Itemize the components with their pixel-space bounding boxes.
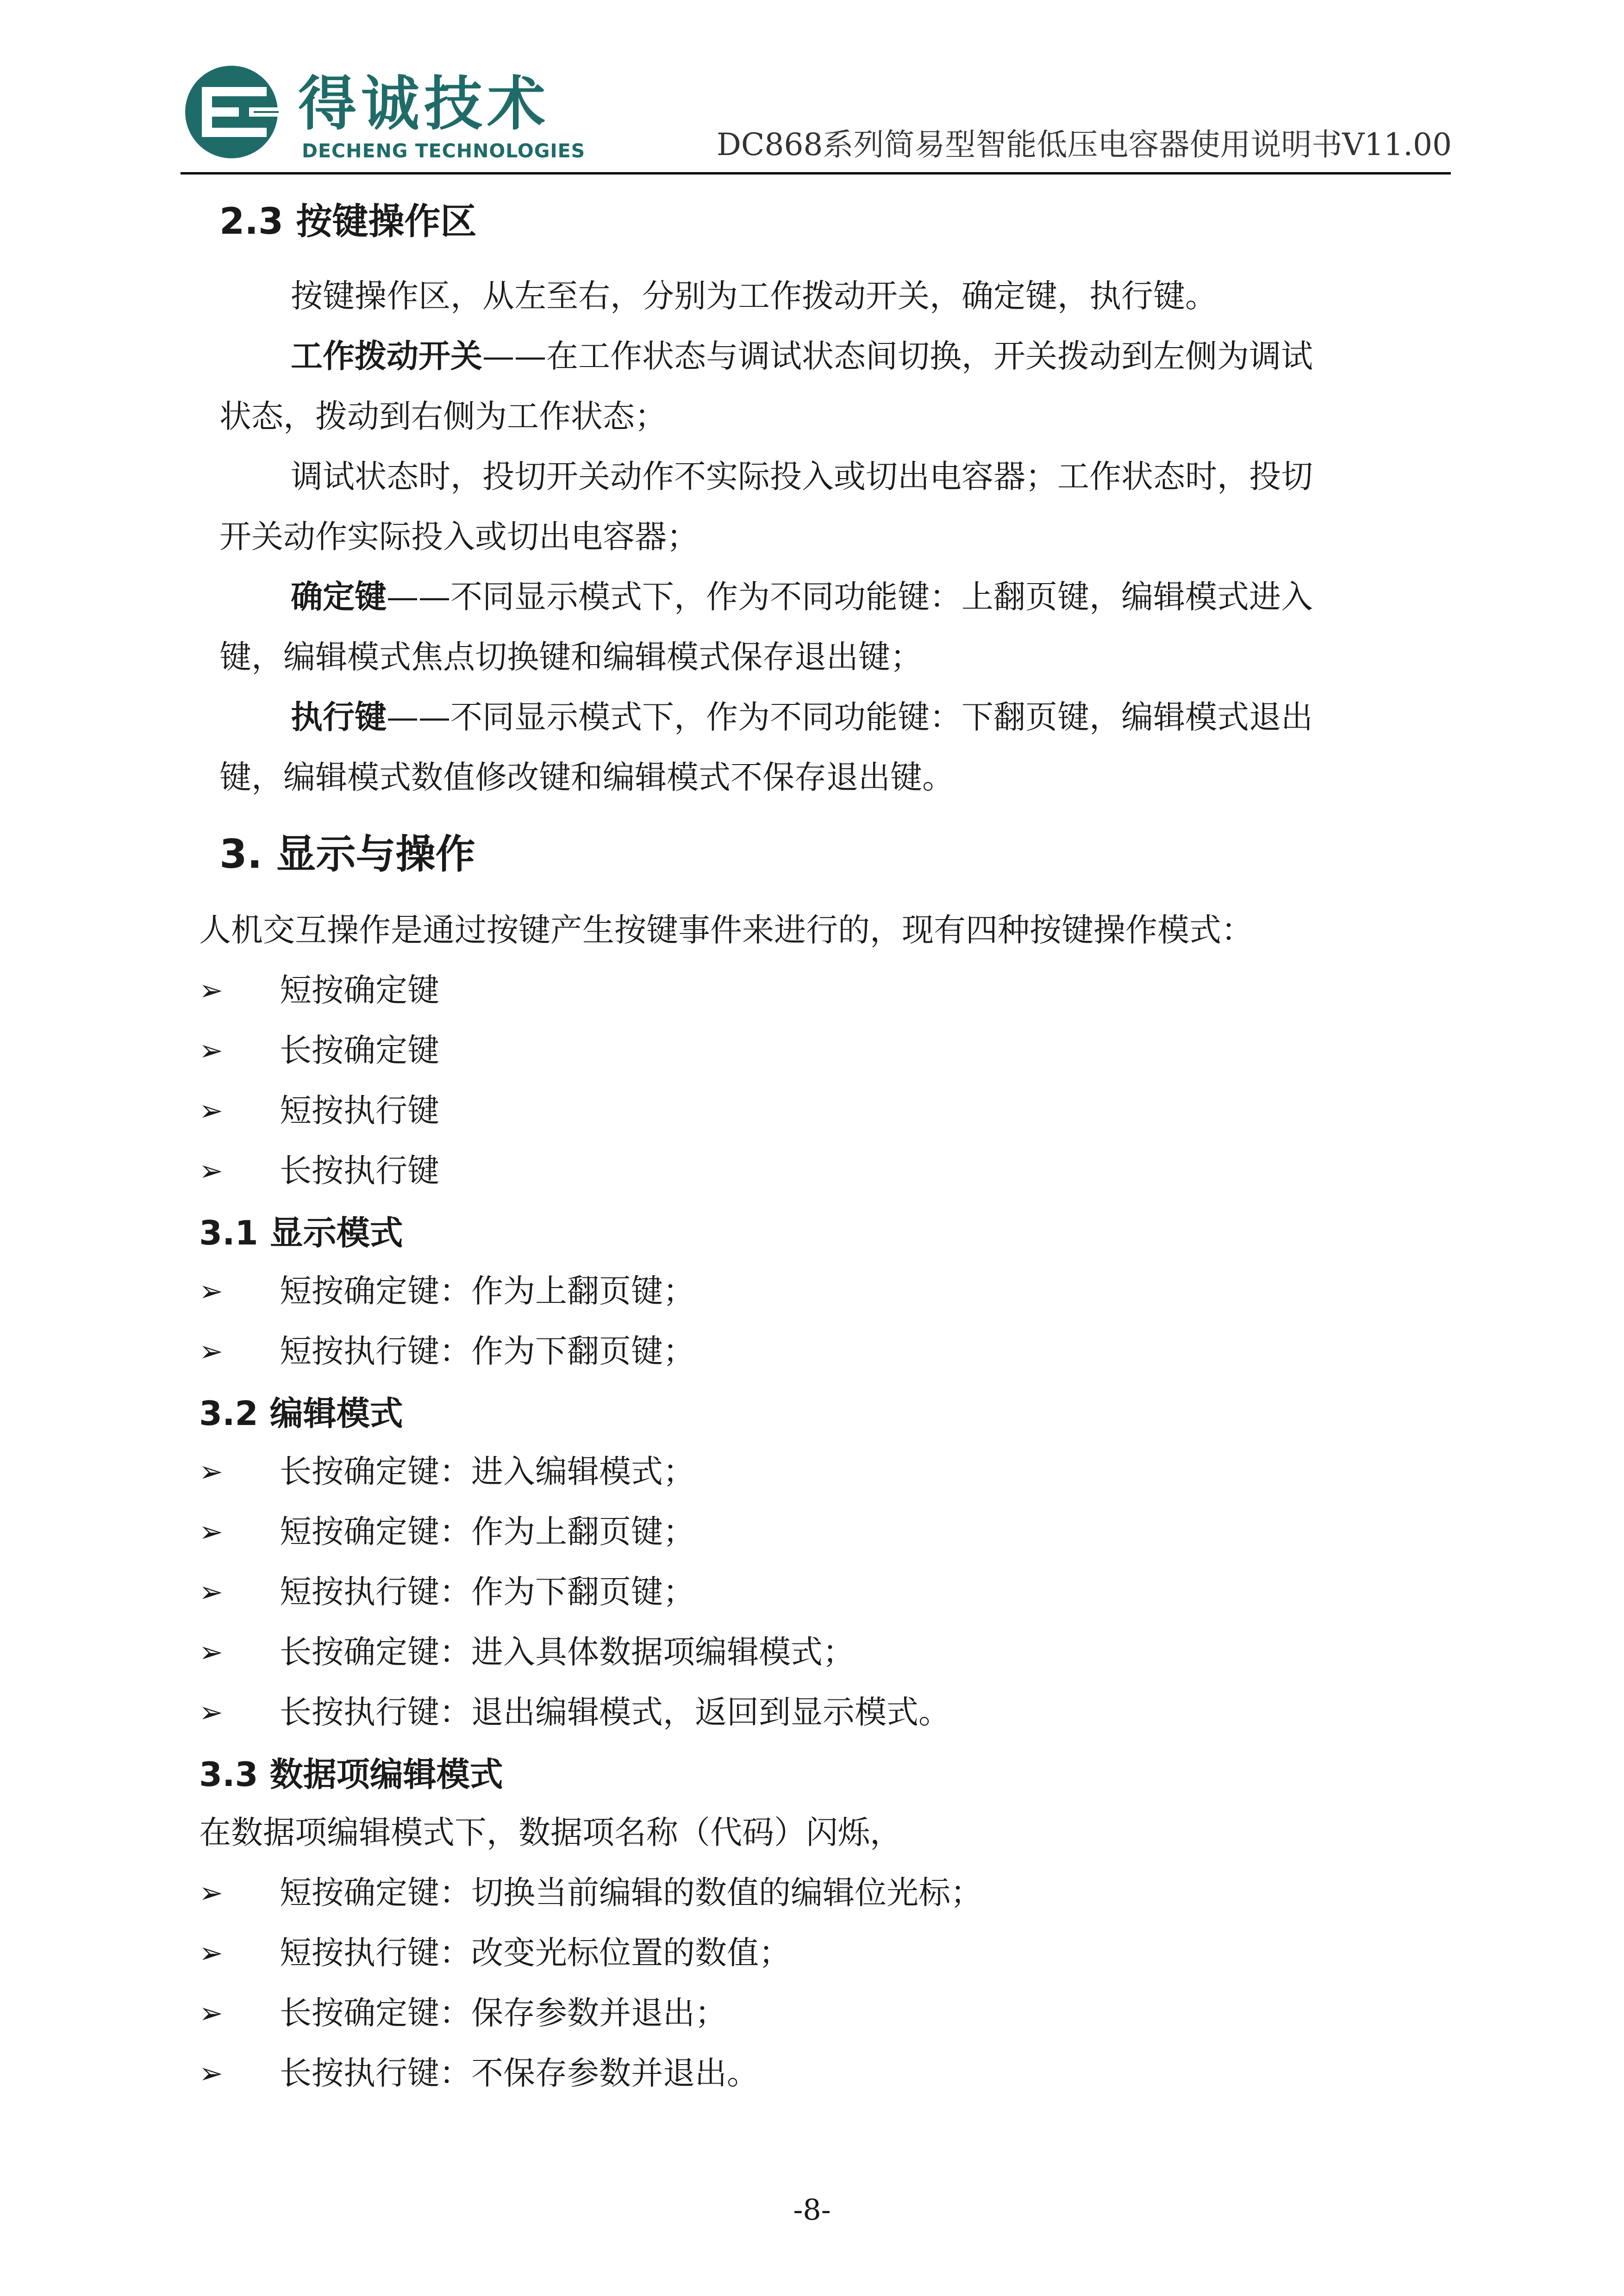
switch-desc: ——在工作状态与调试状态间切换，开关拨动到左侧为调试 (482, 338, 1313, 375)
bullet-arrow-icon: ➢ (199, 1094, 223, 1127)
section-heading-3-3: 3.3 数据项编辑模式 (199, 1755, 503, 1794)
section-heading-3-1: 3.1 显示模式 (199, 1213, 403, 1252)
bullet-arrow-icon: ➢ (199, 1695, 223, 1729)
brand-name-cn: 得诚技术 (298, 70, 550, 138)
paragraph-section3-3-intro: 在数据项编辑模式下，数据项名称（代码）闪烁， (199, 1814, 902, 1851)
paragraph-execute-line2: 键，编辑模式数值修改键和编辑模式不保存退出键。 (219, 759, 954, 796)
bullet-arrow-icon: ➢ (199, 1575, 223, 1609)
section-heading-2-3: 2.3 按键操作区 (219, 201, 477, 243)
bullet-arrow-icon: ➢ (199, 1274, 223, 1308)
paragraph-switch-line1 (291, 333, 1313, 380)
paragraph-execute-line1 (291, 694, 1313, 740)
bullet-arrow-icon: ➢ (199, 973, 223, 1007)
bullet-arrow-icon: ➢ (199, 1635, 223, 1669)
term-switch: 工作拨动开关 (291, 338, 482, 375)
bullet-arrow-icon: ➢ (199, 1996, 223, 2030)
section-heading-3-2: 3.2 编辑模式 (199, 1394, 403, 1433)
paragraph-confirm-line1 (291, 574, 1313, 620)
paragraph-intro: 按键操作区，从左至右，分别为工作拨动开关，确定键，执行键。 (291, 278, 1217, 315)
term-confirm-key: 确定键 (291, 579, 387, 616)
decheng-logo-icon (184, 65, 279, 159)
brand-name-en: DECHENG TECHNOLOGIES (302, 140, 586, 162)
header-divider (181, 172, 1451, 174)
bullet-arrow-icon: ➢ (199, 1334, 223, 1368)
execute-desc: ——不同显示模式下，作为不同功能键：下翻页键，编辑模式退出 (387, 699, 1313, 736)
paragraph-debug-line2: 开关动作实际投入或切出电容器； (219, 518, 699, 555)
confirm-desc: ——不同显示模式下，作为不同功能键：上翻页键，编辑模式进入 (387, 579, 1313, 616)
company-logo (184, 65, 586, 167)
paragraph-confirm-line2: 键，编辑模式焦点切换键和编辑模式保存退出键； (219, 639, 922, 676)
section-heading-3: 3. 显示与操作 (219, 831, 475, 877)
page-number: -8- (793, 2193, 831, 2227)
paragraph-debug-line1: 调试状态时，投切开关动作不实际投入或切出电容器；工作状态时，投切 (291, 458, 1313, 495)
bullet-arrow-icon: ➢ (199, 1876, 223, 1910)
term-execute-key: 执行键 (291, 699, 387, 736)
paragraph-section3-intro: 人机交互操作是通过按键产生按键事件来进行的，现有四种按键操作模式： (199, 912, 1253, 949)
bullet-arrow-icon: ➢ (199, 1154, 223, 1188)
bullet-arrow-icon: ➢ (199, 1033, 223, 1067)
bullet-arrow-icon: ➢ (199, 2056, 223, 2090)
bullet-arrow-icon: ➢ (199, 1455, 223, 1488)
document-title: DC868系列简易型智能低压电容器使用说明书V11.00 (717, 127, 1452, 162)
bullet-arrow-icon: ➢ (199, 1515, 223, 1549)
bullet-arrow-icon: ➢ (199, 1936, 223, 1970)
paragraph-switch-line2: 状态，拨动到右侧为工作状态； (219, 398, 667, 435)
